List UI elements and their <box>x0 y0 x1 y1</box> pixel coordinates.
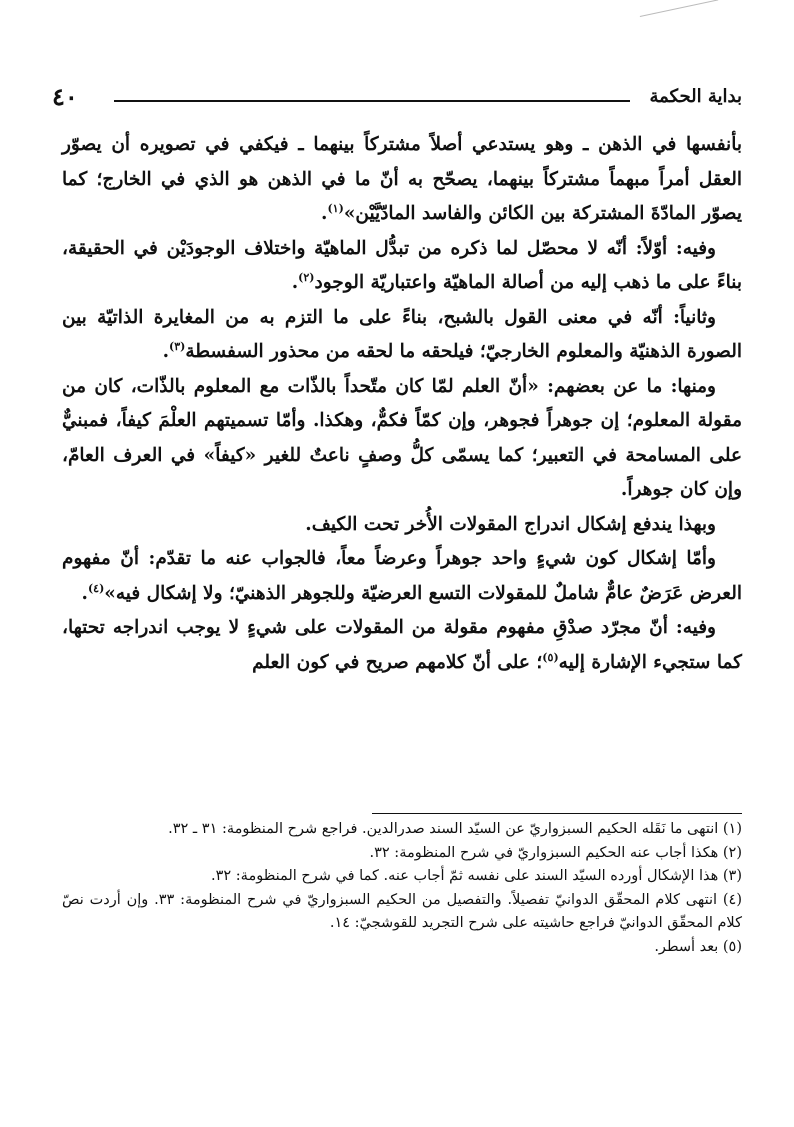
paragraph <box>62 128 742 232</box>
footnote: (٢) هكذا أجاب عنه الحكيم السبزواريّ في شرح المنظومة: ٣٢. <box>369 844 742 861</box>
paragraph-text: وثانياً: أنّه في معنى القول بالشبح، بناءً على ما التزم به من المغايرة الذاتيّة بين الصورة الذهنيّة والمعلوم الخارجيّ؛ فيلحقه ما لحقه من محذور السفسطة <box>62 306 742 362</box>
header-rule <box>114 100 630 102</box>
main-text <box>62 128 742 680</box>
running-title: بداية الحكمة <box>649 86 742 107</box>
paragraph-end: ؛ على أنّ كلامهم صريح في كون العلم <box>252 651 543 673</box>
footnote-ref: (٥) <box>542 650 559 664</box>
footnote: (٤) انتهى كلام المحقّق الدوانيّ تفصيلاً. والتفصيل من الحكيم السبزواريّ في شرح المنظومة: ٣٣. وإن أردت نصّ كلام المحقّق الدوانيّ فراجع حاشيته على شرح التجريد للقوشجيّ: ١٤. <box>62 891 742 931</box>
footnote: (١) انتهى ما نَقَله الحكيم السبزواريّ عن السيّد السند صدرالدين. فراجع شرح المنظومة: ٣١ ـ ٣٢. <box>168 821 742 837</box>
paragraph-text: وفيه: أوّلاً: أنّه لا محصّل لما ذكره من تبدُّل الماهيّة واختلاف الوجودَيْن في الحقيقة، بناءً على ما ذهب إليه من أصالة الماهيّة واعتباريّة الوجود <box>62 237 742 293</box>
paragraph-end: . <box>162 341 170 362</box>
paragraph <box>62 301 742 370</box>
paragraph <box>62 508 742 543</box>
paragraph-text: بأنفسها في الذهن ـ وهو يستدعي أصلاً مشتركاً بينهما ـ فيكفي في تصويره أن يصوّر العقل أمراً مبهماً مشتركاً بينهما، يصحّح به أنّ ما في الذهن هو الذي في الخارج؛ كما يصوّر المادّةَ المشتركة بين الكائن والفاسد المادّيَّيْن» <box>62 134 742 224</box>
paragraph-text: ومنها: ما عن بعضهم: «أنّ العلم لمّا كان متّحداً بالذّات مع المعلوم بالذّات، كان من مقولة المعلوم؛ إن جوهراً فجوهر، وإن كمّاً فكمٌّ، وهكذا. وأمّا تسميتهم العلْمَ كيفاً، فمبنيٌّ على المسامحة في التعبير؛ كما يسمّى كلُّ وصفٍ ناعتٌ للغير «كيفاً» في العرف العامّ، وإن كان جوهراً. <box>62 375 742 500</box>
scan-corner-mark <box>636 0 718 17</box>
footnote-ref: (٢) <box>298 270 315 284</box>
paragraph <box>62 542 742 611</box>
paragraph-text: وفيه: أنّ مجرّد صدْقِ مفهوم مقولة من المقولات على شيءٍ لا يوجب اندراجه تحتها، كما ستجيء الإشارة إليه <box>62 617 742 673</box>
paragraph <box>62 611 742 680</box>
footnote: (٣) هذا الإشكال أورده السيّد السند على نفسه ثمّ أجاب عنه. كما في شرح المنظومة: ٣٢. <box>211 868 742 884</box>
footnote-ref: (١) <box>327 201 344 215</box>
paragraph-text: وأمّا إشكال كون شيءٍ واحد جوهراً وعرضاً معاً، فالجواب عنه ما تقدّم: أنّ مفهوم العرض عَرَضٌ عامٌّ شاملٌ للمقولات التسع العرضيّة وللجوهر الذهنيّ؛ ولا إشكال فيه» <box>62 548 742 604</box>
paragraph-end: . <box>81 582 88 604</box>
page-number: ٤٠ <box>52 82 78 111</box>
paragraph-text: وبهذا يندفع إشكال اندراج المقولات الأُخر تحت الكيف. <box>305 513 716 535</box>
footnote-ref: (٣) <box>169 339 186 353</box>
footnote: (٥) بعد أسطر. <box>654 938 742 955</box>
page-header <box>52 82 742 116</box>
footnote-separator <box>372 813 742 814</box>
footnote-ref: (٤) <box>87 581 105 595</box>
paragraph <box>62 232 742 301</box>
paragraph-end: . <box>321 203 328 224</box>
footnotes <box>62 818 742 959</box>
paragraph-end: . <box>291 272 299 293</box>
paragraph <box>62 370 742 508</box>
